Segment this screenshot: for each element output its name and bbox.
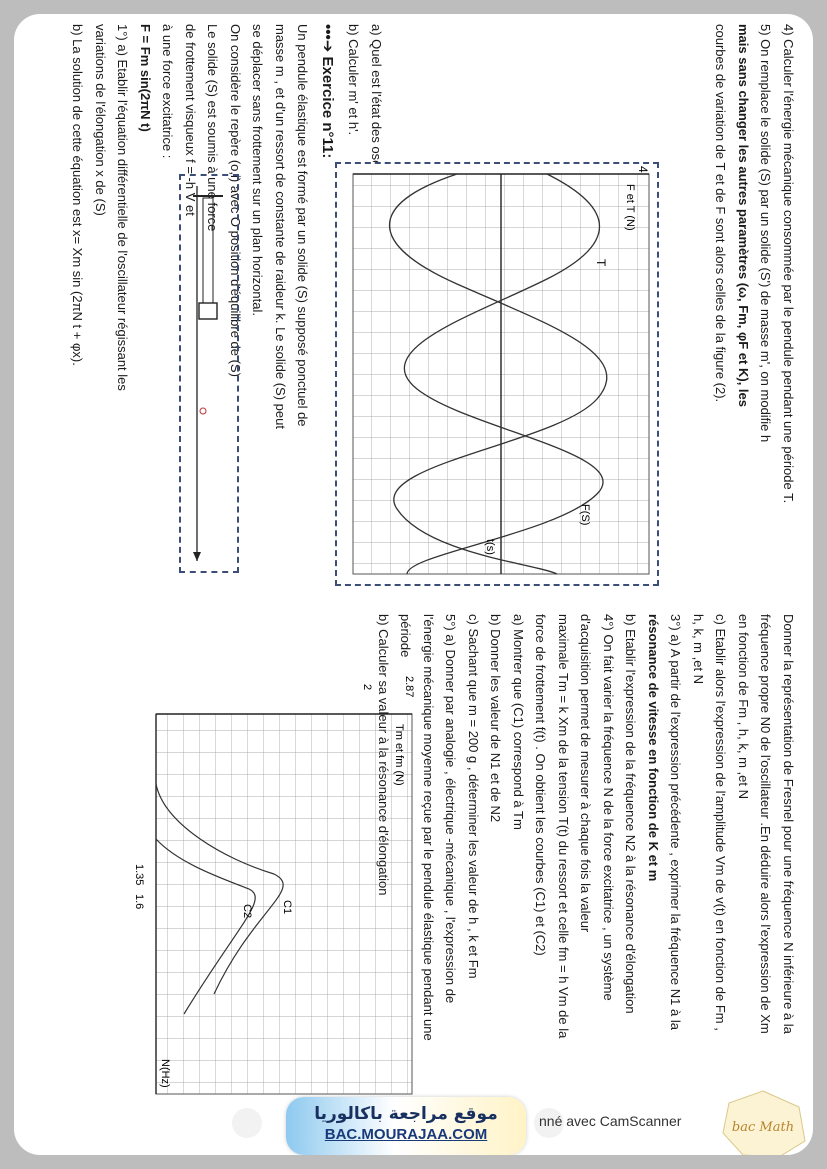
ex-para-2: masse m , et d'un ressort de constante de raideur k. Le solide (S) peut — [273, 24, 288, 429]
spring-drawing — [181, 176, 237, 571]
r-line-17: l'énergie mécanique moyenne reçue par le pendule élastique pendant une — [421, 614, 436, 1041]
figure-2-graph — [337, 164, 657, 584]
ex-para-3: se déplacer sans frottement sur un plan horizontal. — [250, 24, 266, 316]
figure-3-graph — [124, 664, 424, 1104]
r-line-9: 4°) On fait varier la fréquence N de la force excitatrice , un système — [601, 614, 616, 1001]
y-tick-2: 2 — [361, 684, 373, 691]
r-line-11: maximale Tm = k Xm de la tension T(t) du ressort et celle fm = h Vm de la — [556, 614, 571, 1039]
spring — [203, 198, 213, 303]
page-frame — [14, 14, 813, 1155]
q5-text-b: mais sans changer les autres paramètres (ω, Fm, φF et K), les — [736, 24, 751, 407]
curve-C1-label: C1 — [281, 900, 293, 915]
bac-math-logo-icon — [719, 1089, 807, 1155]
label-T: T — [594, 259, 608, 267]
r-line-5: h, k, m ,et N — [691, 614, 706, 685]
left-column — [66, 24, 799, 609]
x-tick-2: 1.6 — [133, 894, 145, 910]
origin-marker-icon — [200, 408, 206, 414]
curves-label: F et T (N) — [624, 184, 636, 231]
fig3-ylabel: Tm et fm (N) — [393, 724, 405, 786]
q5-text-c: courbes de variation de T et de F sont alors celles de la figure (2). — [713, 24, 729, 403]
question-b: b) Calculer m' et h'. — [346, 24, 362, 136]
r-line-12: force de frottement f(t) . On obtient les courbes (C1) et (C2) — [533, 614, 549, 956]
q4-text: 4) Calculer l'énergie mécanique consommée par le pendule pendant une période T. — [781, 24, 796, 504]
r-line-14: b) Donner les valeur de N1 et de N2 — [488, 614, 504, 823]
r-line-4: c) Etablir alors l'expression de l'amplitude Vm de v(t) en fonction de Fm , — [713, 614, 729, 1031]
r-line-3: en fonction de Fm , h, k, m ,et N — [736, 614, 751, 799]
axis-arrow-icon — [193, 552, 201, 561]
q5-text-a: 5) On remplace le solide (S) par un solide (S') de masse m', on modifie h — [758, 24, 774, 443]
spring-diagram — [179, 174, 239, 573]
figure-3 — [124, 664, 424, 1104]
ex-para-11: b) La solution de cette équation est x= Xm sin (2πN t + φx). — [70, 24, 86, 366]
r-line-1: Donner la représentation de Fresnel pour une fréquence N inférieure à la — [781, 614, 796, 1034]
x-tick-1: 1.35 — [133, 864, 145, 886]
r-line-8: b) Etablir l'expression de la fréquence N2 à la résonance d'élongation — [623, 614, 639, 1014]
left-logo-icon — [232, 1108, 262, 1138]
ex-para-5: Le solide (S) est soumis à une force — [205, 24, 221, 232]
bac-math-logo — [719, 1089, 807, 1155]
scanner-watermark: nné avec CamScanner — [539, 1113, 682, 1129]
fig3-xlabel: N(Hz) — [159, 1059, 171, 1088]
scanned-sheet — [29, 24, 799, 1154]
site-arabic-name: موقع مراجعة باكالوريا — [314, 1104, 498, 1124]
r-line-6: 3°) a) A partir de l'expression précédente , exprimer la fréquence N1 à la — [668, 614, 684, 1030]
ex-para-10: variations de l'élongation x de (S) — [93, 24, 108, 216]
right-column — [372, 614, 800, 1124]
solid-S — [199, 303, 217, 319]
ex-para-4: On considère le repère (o,i) avec O position d'équilibre de (S) — [228, 24, 243, 377]
exercise-title: •••➔ Exercice n°11: — [319, 24, 336, 159]
ex-para-1: Un pendule élastique est formé par un solide (S) supposé ponctuel de — [295, 24, 311, 427]
corner-label: 4 — [636, 166, 650, 173]
label-F: F(S) — [579, 504, 591, 526]
r-line-13: a) Montrer que (C1) correspond à Tm — [511, 614, 526, 830]
r-line-18: période — [398, 614, 414, 658]
r-line-10: d'acquisition permet de mesurer à chaque fois la valeur — [578, 614, 594, 933]
logo-text: bac Math — [731, 1120, 795, 1135]
r-line-15: c) Sachant que m = 200 g , déterminer les valeur de h , k et Fm — [466, 614, 481, 979]
ex-para-6: de frottement visqueux f = -h V et — [183, 24, 198, 216]
ex-para-7: à une force excitatrice : — [160, 24, 176, 159]
ex-para-9: 1°) a) Etablir l'équation différentielle de l'oscillateur régissant les — [115, 24, 131, 391]
site-url-link[interactable]: BAC.MOURAJAA.COM — [324, 1126, 488, 1143]
r-line-7: résonance de vitesse en fonction de K et m — [646, 614, 661, 882]
figure-2 — [335, 162, 659, 586]
r-line-2: fréquence propre N0 de l'oscillateur .En déduire alors l'expression de Xm — [758, 614, 774, 1034]
label-time: t(s) — [484, 539, 496, 555]
y-tick-1: 2.87 — [403, 676, 415, 698]
ex-para-8: F = Fm sin(2πN t) — [138, 24, 153, 132]
site-banner[interactable] — [286, 1097, 526, 1155]
footer — [14, 1094, 813, 1155]
curve-C2-label: C2 — [241, 904, 253, 919]
r-line-16: 5°) a) Donner par analogie , électrique -mécanique , l'expression de — [443, 614, 459, 1004]
